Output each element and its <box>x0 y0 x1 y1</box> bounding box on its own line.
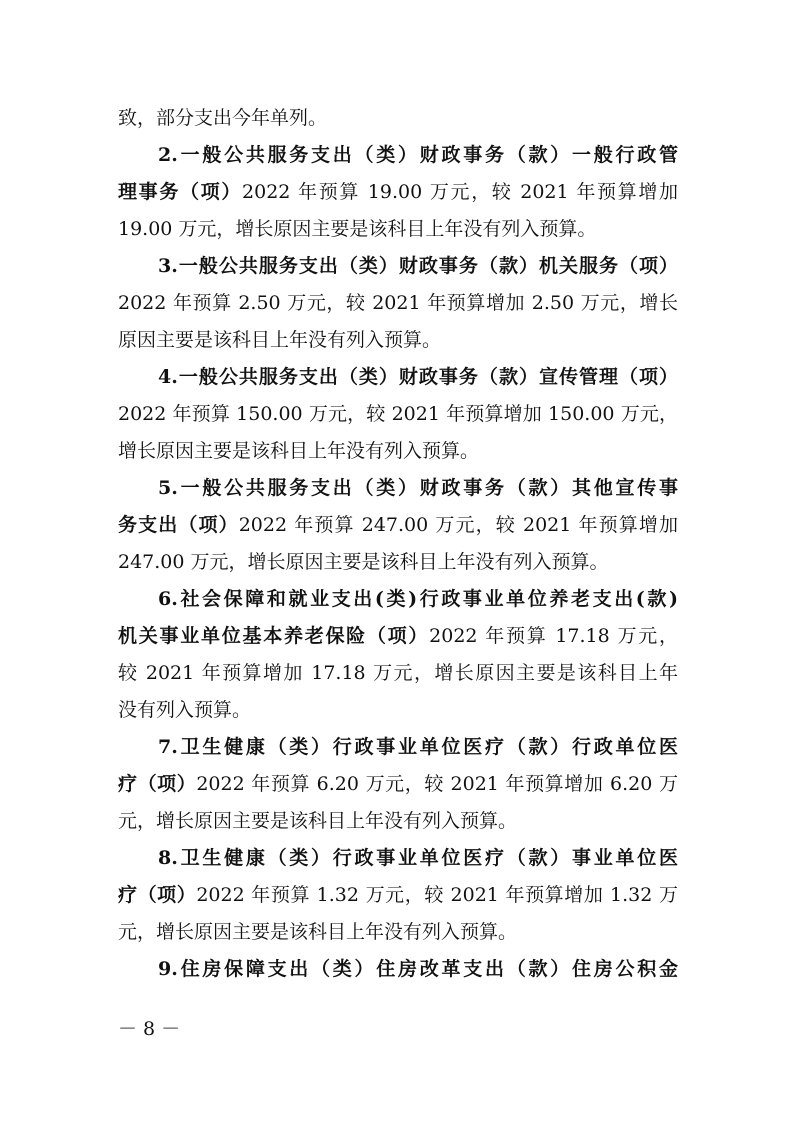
paragraph <box>118 100 678 137</box>
item-heading: 务支出（项） <box>118 514 239 536</box>
paragraph <box>118 248 678 359</box>
text-line <box>118 618 678 655</box>
page-number: － 8 － <box>118 1018 181 1040</box>
item-heading: 6.社会保障和就业支出(类)行政事业单位养老支出(款) <box>158 588 678 610</box>
item-heading: 8.卫生健康（类）行政事业单位医疗（款）事业单位医 <box>158 847 678 869</box>
document-body <box>118 100 678 988</box>
text-line <box>118 877 678 914</box>
item-heading: 3.一般公共服务支出（类）财政事务（款）机关服务（项） <box>158 255 678 277</box>
body-text: 2022 年预算 6.20 万元，较 2021 年预算增加 6.20 万 <box>196 773 678 795</box>
body-text: 元，增长原因主要是该科目上年没有列入预算。 <box>118 810 518 832</box>
text-line <box>118 951 678 988</box>
text-line <box>118 766 678 803</box>
text-line <box>118 692 678 729</box>
text-line <box>118 840 678 877</box>
text-line <box>118 729 678 766</box>
paragraph <box>118 359 678 470</box>
body-text: 19.00 万元，增长原因主要是该科目上年没有列入预算。 <box>118 218 597 240</box>
text-line <box>118 211 678 248</box>
body-text: 增长原因主要是该科目上年没有列入预算。 <box>118 440 480 462</box>
text-line <box>118 359 678 396</box>
paragraph <box>118 581 678 729</box>
text-line <box>118 100 678 137</box>
text-line <box>118 137 678 174</box>
text-line <box>118 470 678 507</box>
paragraph <box>118 470 678 581</box>
body-text: 2022 年预算 247.00 万元，较 2021 年预算增加 <box>238 514 678 536</box>
body-text: 2022 年预算 2.50 万元，较 2021 年预算增加 2.50 万元，增长 <box>118 292 678 314</box>
item-heading: 机关事业单位基本养老保险（项） <box>118 625 430 647</box>
text-line <box>118 581 678 618</box>
item-heading: 疗（项） <box>118 884 197 906</box>
body-text: 2022 年预算 17.18 万元， <box>429 625 678 647</box>
item-heading: 4.一般公共服务支出（类）财政事务（款）宣传管理（项） <box>158 366 678 388</box>
text-line <box>118 544 678 581</box>
text-line <box>118 285 678 322</box>
text-line <box>118 174 678 211</box>
item-heading: 5.一般公共服务支出（类）财政事务（款）其他宣传事 <box>158 477 678 499</box>
item-heading: 9.住房保障支出（类）住房改革支出（款）住房公积金 <box>158 958 678 980</box>
body-text: 247.00 万元，增长原因主要是该科目上年没有列入预算。 <box>118 551 609 573</box>
body-text: 2022 年预算 1.32 万元，较 2021 年预算增加 1.32 万 <box>196 884 678 906</box>
paragraph <box>118 951 678 988</box>
text-line <box>118 433 678 470</box>
paragraph <box>118 840 678 951</box>
body-text: 没有列入预算。 <box>118 699 252 721</box>
text-line <box>118 803 678 840</box>
paragraph <box>118 137 678 248</box>
text-line <box>118 914 678 951</box>
paragraph <box>118 729 678 840</box>
body-text: 致，部分支出今年单列。 <box>118 107 328 129</box>
body-text: 2022 年预算 150.00 万元，较 2021 年预算增加 150.00 万元， <box>118 403 678 425</box>
text-line <box>118 322 678 359</box>
body-text: 较 2021 年预算增加 17.18 万元，增长原因主要是该科目上年 <box>118 662 678 684</box>
item-heading: 2.一般公共服务支出（类）财政事务（款）一般行政管 <box>158 144 678 166</box>
item-heading: 理事务（项） <box>118 181 243 203</box>
item-heading: 疗（项） <box>118 773 197 795</box>
body-text: 元，增长原因主要是该科目上年没有列入预算。 <box>118 921 518 943</box>
body-text: 原因主要是该科目上年没有列入预算。 <box>118 329 442 351</box>
text-line <box>118 655 678 692</box>
body-text: 2022 年预算 19.00 万元，较 2021 年预算增加 <box>242 181 678 203</box>
item-heading: 7.卫生健康（类）行政事业单位医疗（款）行政单位医 <box>158 736 678 758</box>
text-line <box>118 396 678 433</box>
text-line <box>118 248 678 285</box>
text-line <box>118 507 678 544</box>
